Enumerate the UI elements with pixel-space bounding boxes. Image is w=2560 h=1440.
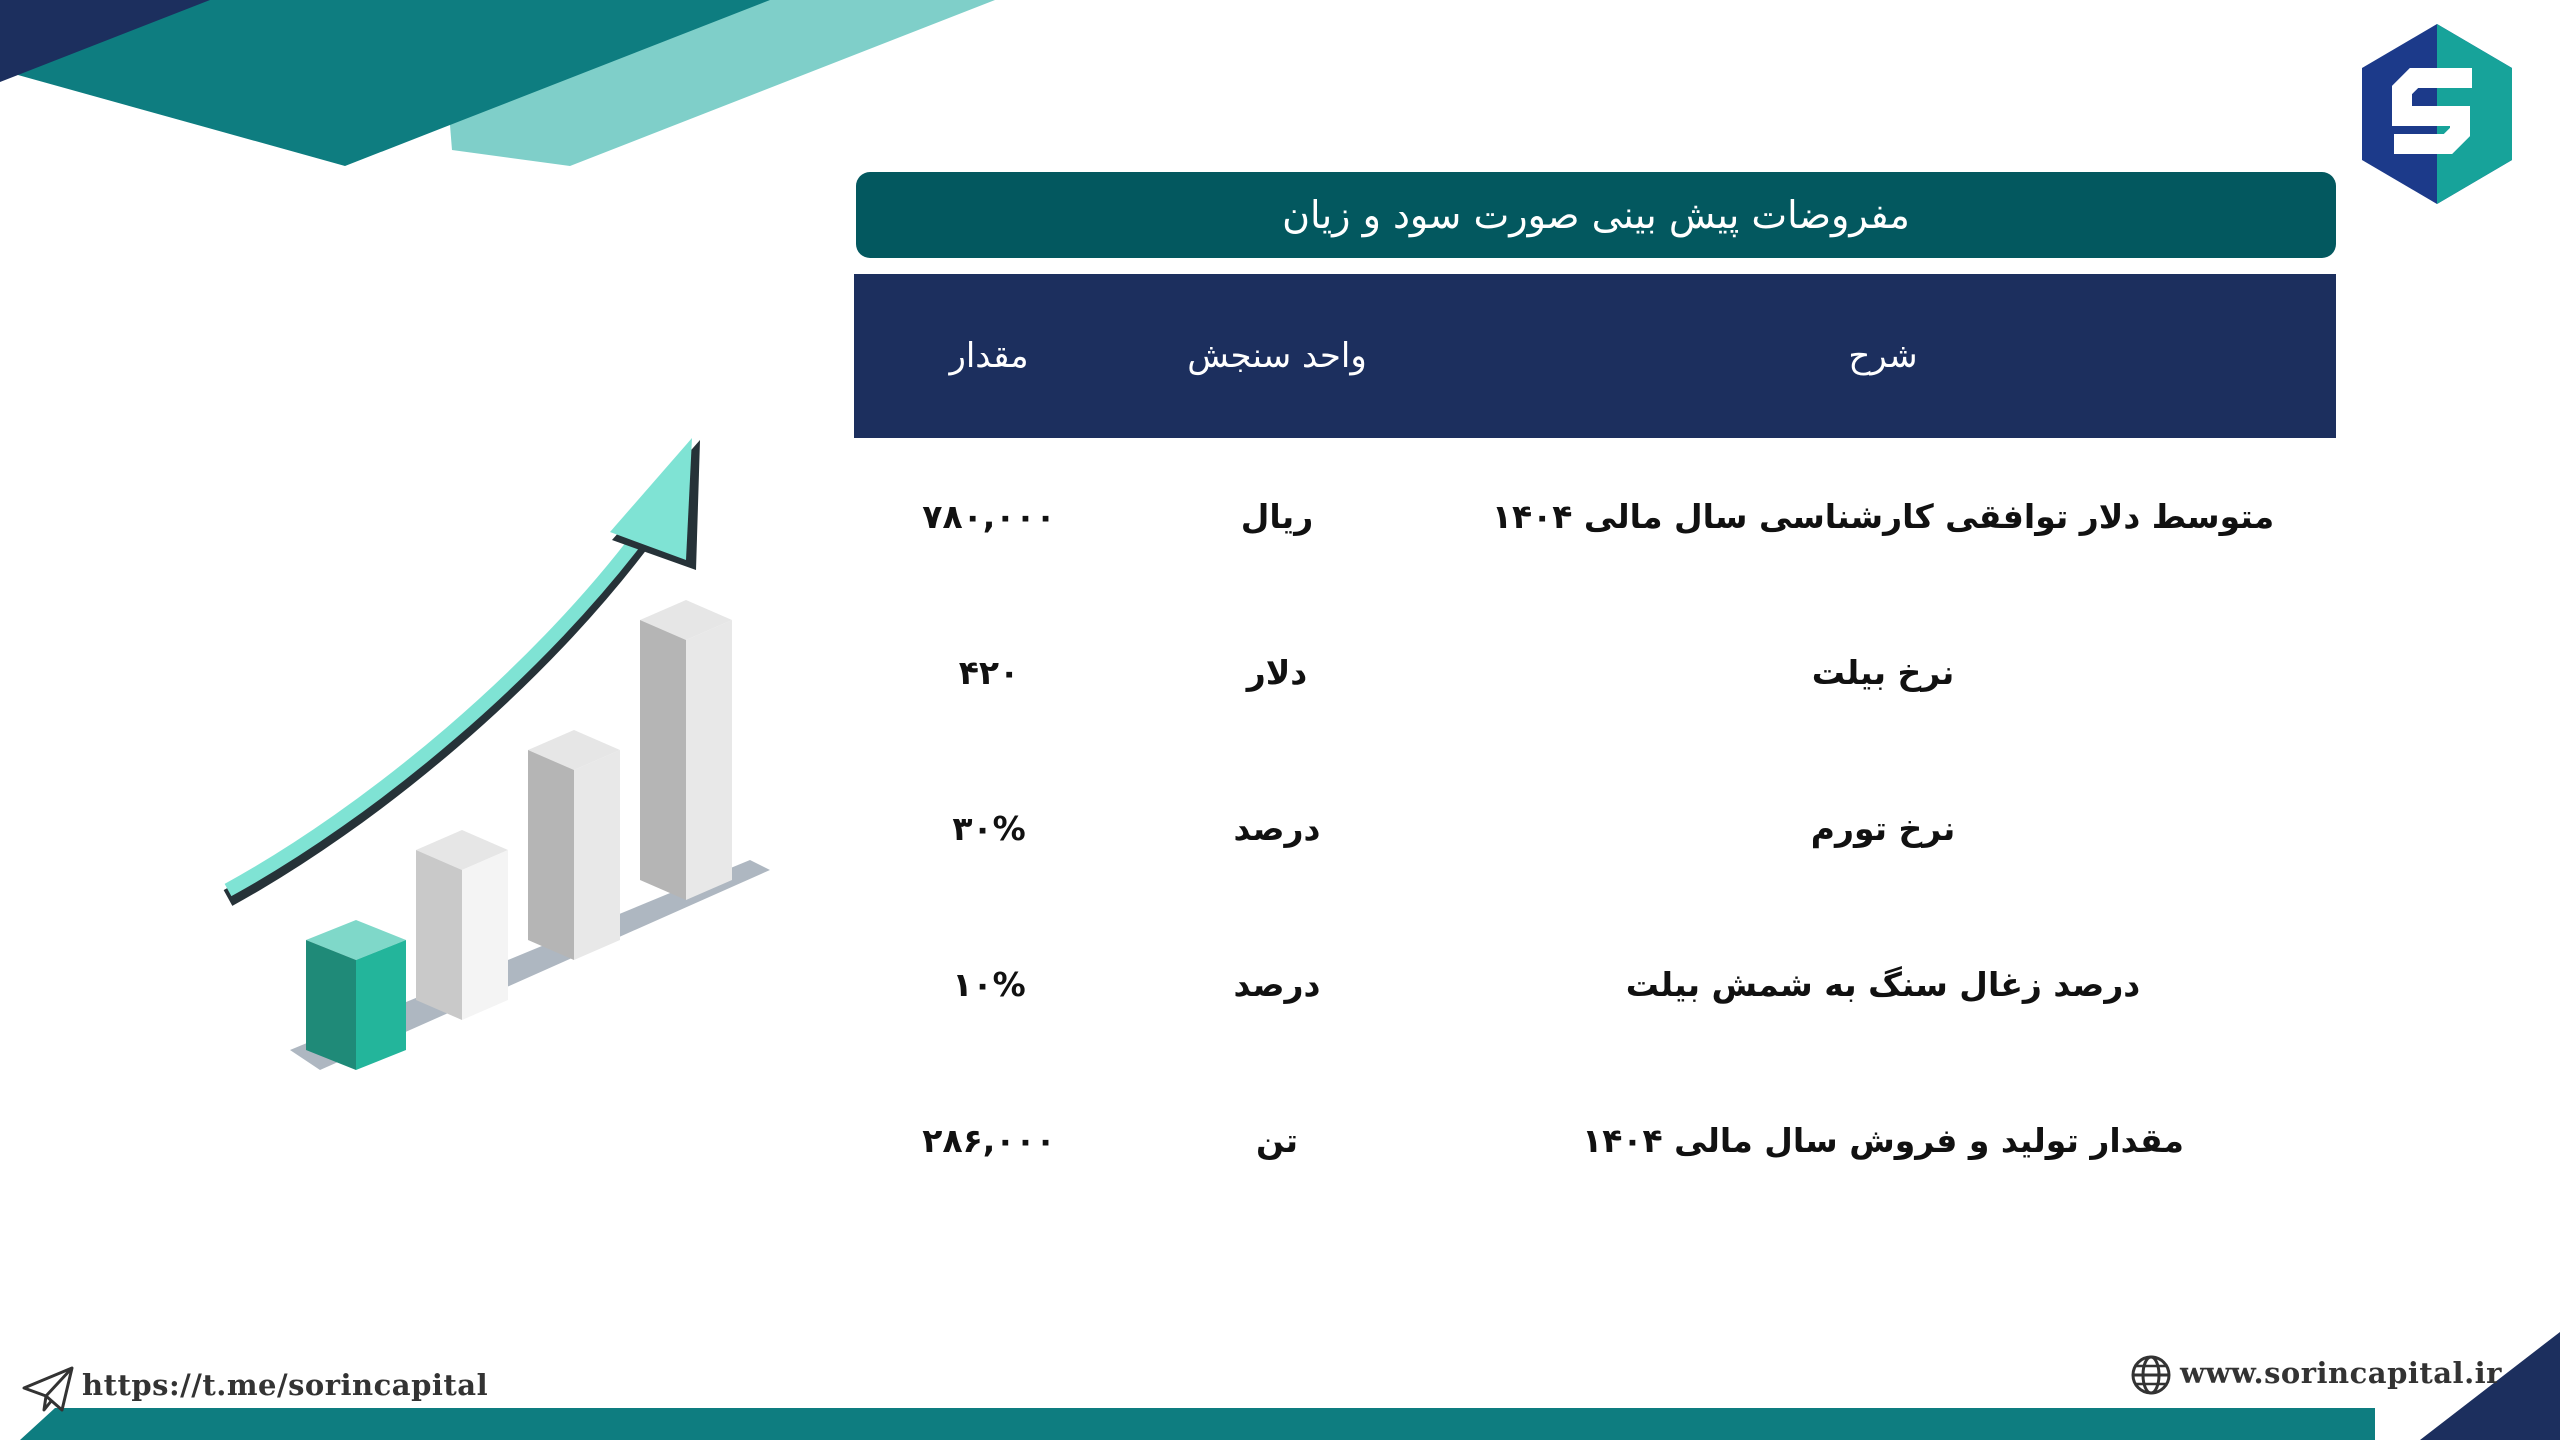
table-header [854,274,2336,438]
row-value: ۲۸۶,۰۰۰ [922,1120,1056,1160]
page-title [856,172,2336,258]
table-row [854,1062,2336,1218]
column-header-value: مقدار [949,336,1029,376]
row-description: نرخ بیلت [1811,652,1955,692]
table-row [854,906,2336,1062]
row-unit: درصد [1233,808,1321,848]
row-unit: ریال [1240,496,1314,536]
sorin-logo [2352,20,2522,210]
page-title-text: مفروضات پیش بینی صورت سود و زیان [1282,193,1910,237]
row-value: ۳۰% [952,808,1026,848]
row-value: ۷۸۰,۰۰۰ [922,496,1056,536]
row-value: ۴۲۰ [958,652,1020,692]
row-unit: درصد [1233,964,1321,1004]
globe-icon[interactable] [2130,1354,2172,1396]
table-row [854,750,2336,906]
row-value: ۱۰% [952,964,1026,1004]
row-unit: تن [1255,1120,1299,1160]
row-description: نرخ تورم [1810,808,1956,848]
column-header-unit: واحد سنجش [1187,336,1367,376]
website-link[interactable]: www.sorincapital.ir [2180,1356,2502,1390]
row-description: متوسط دلار توافقی کارشناسی سال مالی ۱۴۰۴ [1491,496,2275,536]
table-row [854,438,2336,594]
telegram-link[interactable]: https://t.me/sorincapital [82,1368,489,1402]
row-description: مقدار تولید و فروش سال مالی ۱۴۰۴ [1582,1120,2184,1160]
paper-plane-icon[interactable] [22,1366,74,1412]
row-description: درصد زغال سنگ به شمش بیلت [1625,964,2141,1004]
assumptions-table [854,274,2336,1218]
column-header-description: شرح [1848,336,1918,376]
row-unit: دلار [1246,652,1308,692]
top-decoration [0,0,1000,170]
table-row [854,594,2336,750]
growth-illustration [210,420,770,1080]
